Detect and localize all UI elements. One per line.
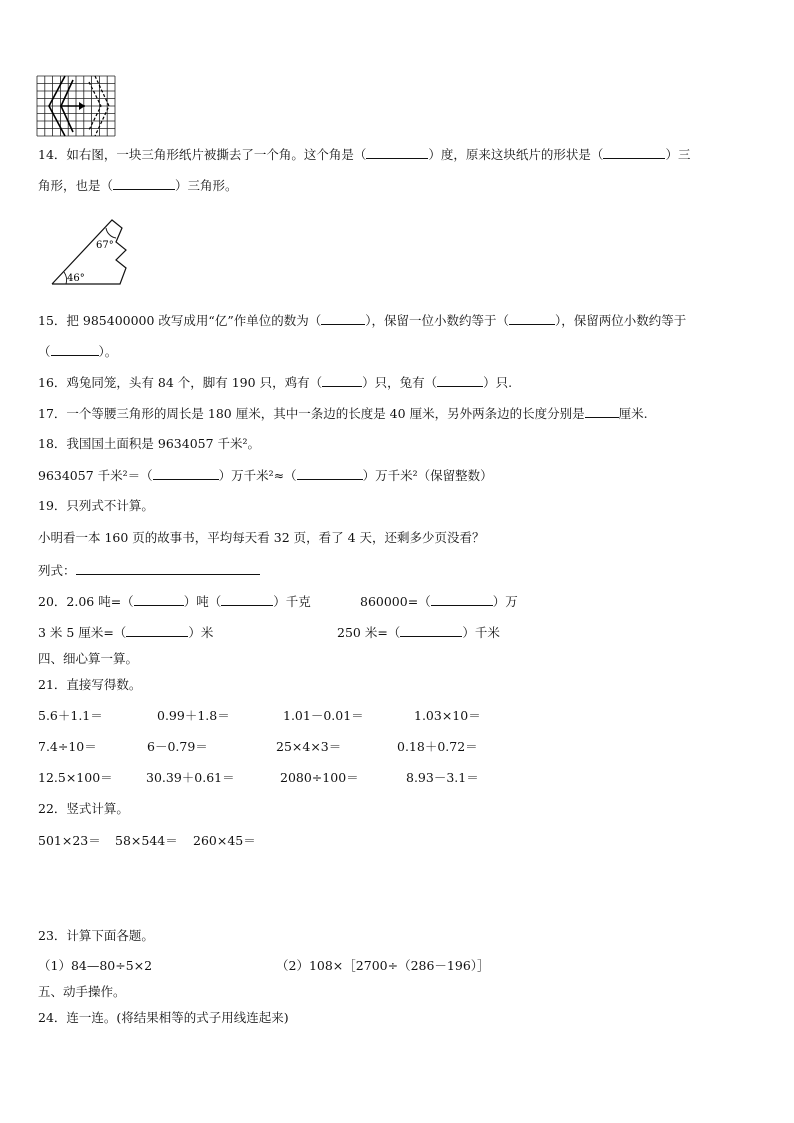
q21-r3c1: 12.5×100＝ [38, 770, 113, 785]
q20-line1: 20．2.06 吨=（ ）吨（ ）千克 [38, 594, 311, 609]
q18-line1: 18．我国国土面积是 9634057 千米²。 [38, 436, 261, 451]
q22-item-1: 501×23＝ [38, 833, 101, 848]
q20-line2: 3 米 5 厘米=（ ）米 [38, 625, 214, 640]
q20-blank-1[interactable] [134, 593, 184, 606]
q18-blank-2[interactable] [297, 467, 363, 480]
q15-blank-1[interactable] [321, 312, 365, 325]
q14-line1: 14．如右图，一块三角形纸片被撕去了一个角。这个角是（ ）度，原来这块纸片的形状是（ ）三 [38, 147, 691, 162]
q15-blank-2[interactable] [509, 312, 555, 325]
q23-title: 23．计算下面各题。 [38, 928, 154, 943]
q18-line2: 9634057 千米²＝（ ）万千米²≈（ ）万千米²（保留整数） [38, 468, 493, 483]
q15-blank-3[interactable] [51, 343, 99, 356]
q21-r2c2: 6－0.79＝ [147, 739, 208, 754]
q19-answer: 列式： [38, 562, 260, 579]
grid-reflection-figure [37, 76, 117, 138]
q14-blank-2[interactable] [603, 146, 665, 159]
q14-line2: 角形，也是（ ）三角形。 [38, 178, 238, 193]
q24-title: 24．连一连。(将结果相等的式子用线连起来) [38, 1010, 289, 1025]
q17-blank[interactable] [585, 405, 619, 418]
q21-r2c3: 25×4×3＝ [276, 739, 342, 754]
q21-r2c1: 7.4÷10＝ [38, 739, 97, 754]
angle-46-label: 46° [67, 273, 85, 284]
torn-triangle-figure [48, 216, 148, 288]
q23-part-1: （1）84—80÷5×2 [38, 958, 153, 973]
q17: 17．一个等腰三角形的周长是 180 厘米，其中一条边的长度是 40 厘米，另外两条边的长度分别是 厘米. [38, 406, 648, 421]
section-5-heading: 五、动手操作。 [38, 984, 126, 999]
q20-line1-right: 860000=（ ）万 [360, 594, 518, 609]
q21-r3c4: 8.93－3.1＝ [406, 770, 479, 785]
q21-r1c1: 5.6＋1.1＝ [38, 708, 103, 723]
q21-r3c2: 30.39＋0.61＝ [146, 770, 235, 785]
q14-blank-1[interactable] [366, 146, 428, 159]
q22-title: 22．竖式计算。 [38, 801, 129, 816]
q16: 16．鸡兔同笼，头有 84 个，脚有 190 只，鸡有（ ）只，兔有（ ）只. [38, 375, 513, 390]
q21-r3c3: 2080÷100＝ [280, 770, 359, 785]
q20-blank-5[interactable] [400, 624, 462, 637]
q19-problem: 小明看一本 160 页的故事书，平均每天看 32 页，看了 4 天，还剩多少页没看？ [38, 530, 485, 545]
q22-item-2: 58×544＝ [115, 833, 178, 848]
q22-item-3: 260×45＝ [193, 833, 256, 848]
q20-blank-4[interactable] [126, 624, 188, 637]
q16-blank-1[interactable] [322, 374, 362, 387]
q18-blank-1[interactable] [153, 467, 219, 480]
q19-title: 19．只列式不计算。 [38, 498, 154, 513]
q20-line2-right: 250 米=（ ）千米 [337, 625, 500, 640]
q21-r2c4: 0.18＋0.72＝ [397, 739, 478, 754]
q21-r1c2: 0.99＋1.8＝ [157, 708, 230, 723]
q20-blank-3[interactable] [431, 593, 493, 606]
q20-blank-2[interactable] [221, 593, 273, 606]
q15-line2: （ ）。 [38, 344, 118, 359]
q19-answer-line[interactable] [76, 562, 260, 575]
section-4-heading: 四、细心算一算。 [38, 651, 139, 666]
q14-blank-3[interactable] [113, 177, 175, 190]
q15-line1: 15．把 985400000 改写成用“亿”作单位的数为（ ），保留一位小数约等于（ ），保留两位小数约等于 [38, 313, 687, 328]
q16-blank-2[interactable] [437, 374, 483, 387]
q23-part-2: （2）108×［2700÷（286－196）］ [276, 958, 490, 973]
angle-67-label: 67° [96, 240, 114, 251]
q21-r1c4: 1.03×10＝ [414, 708, 481, 723]
q21-title: 21．直接写得数。 [38, 677, 142, 692]
q21-r1c3: 1.01－0.01＝ [283, 708, 364, 723]
